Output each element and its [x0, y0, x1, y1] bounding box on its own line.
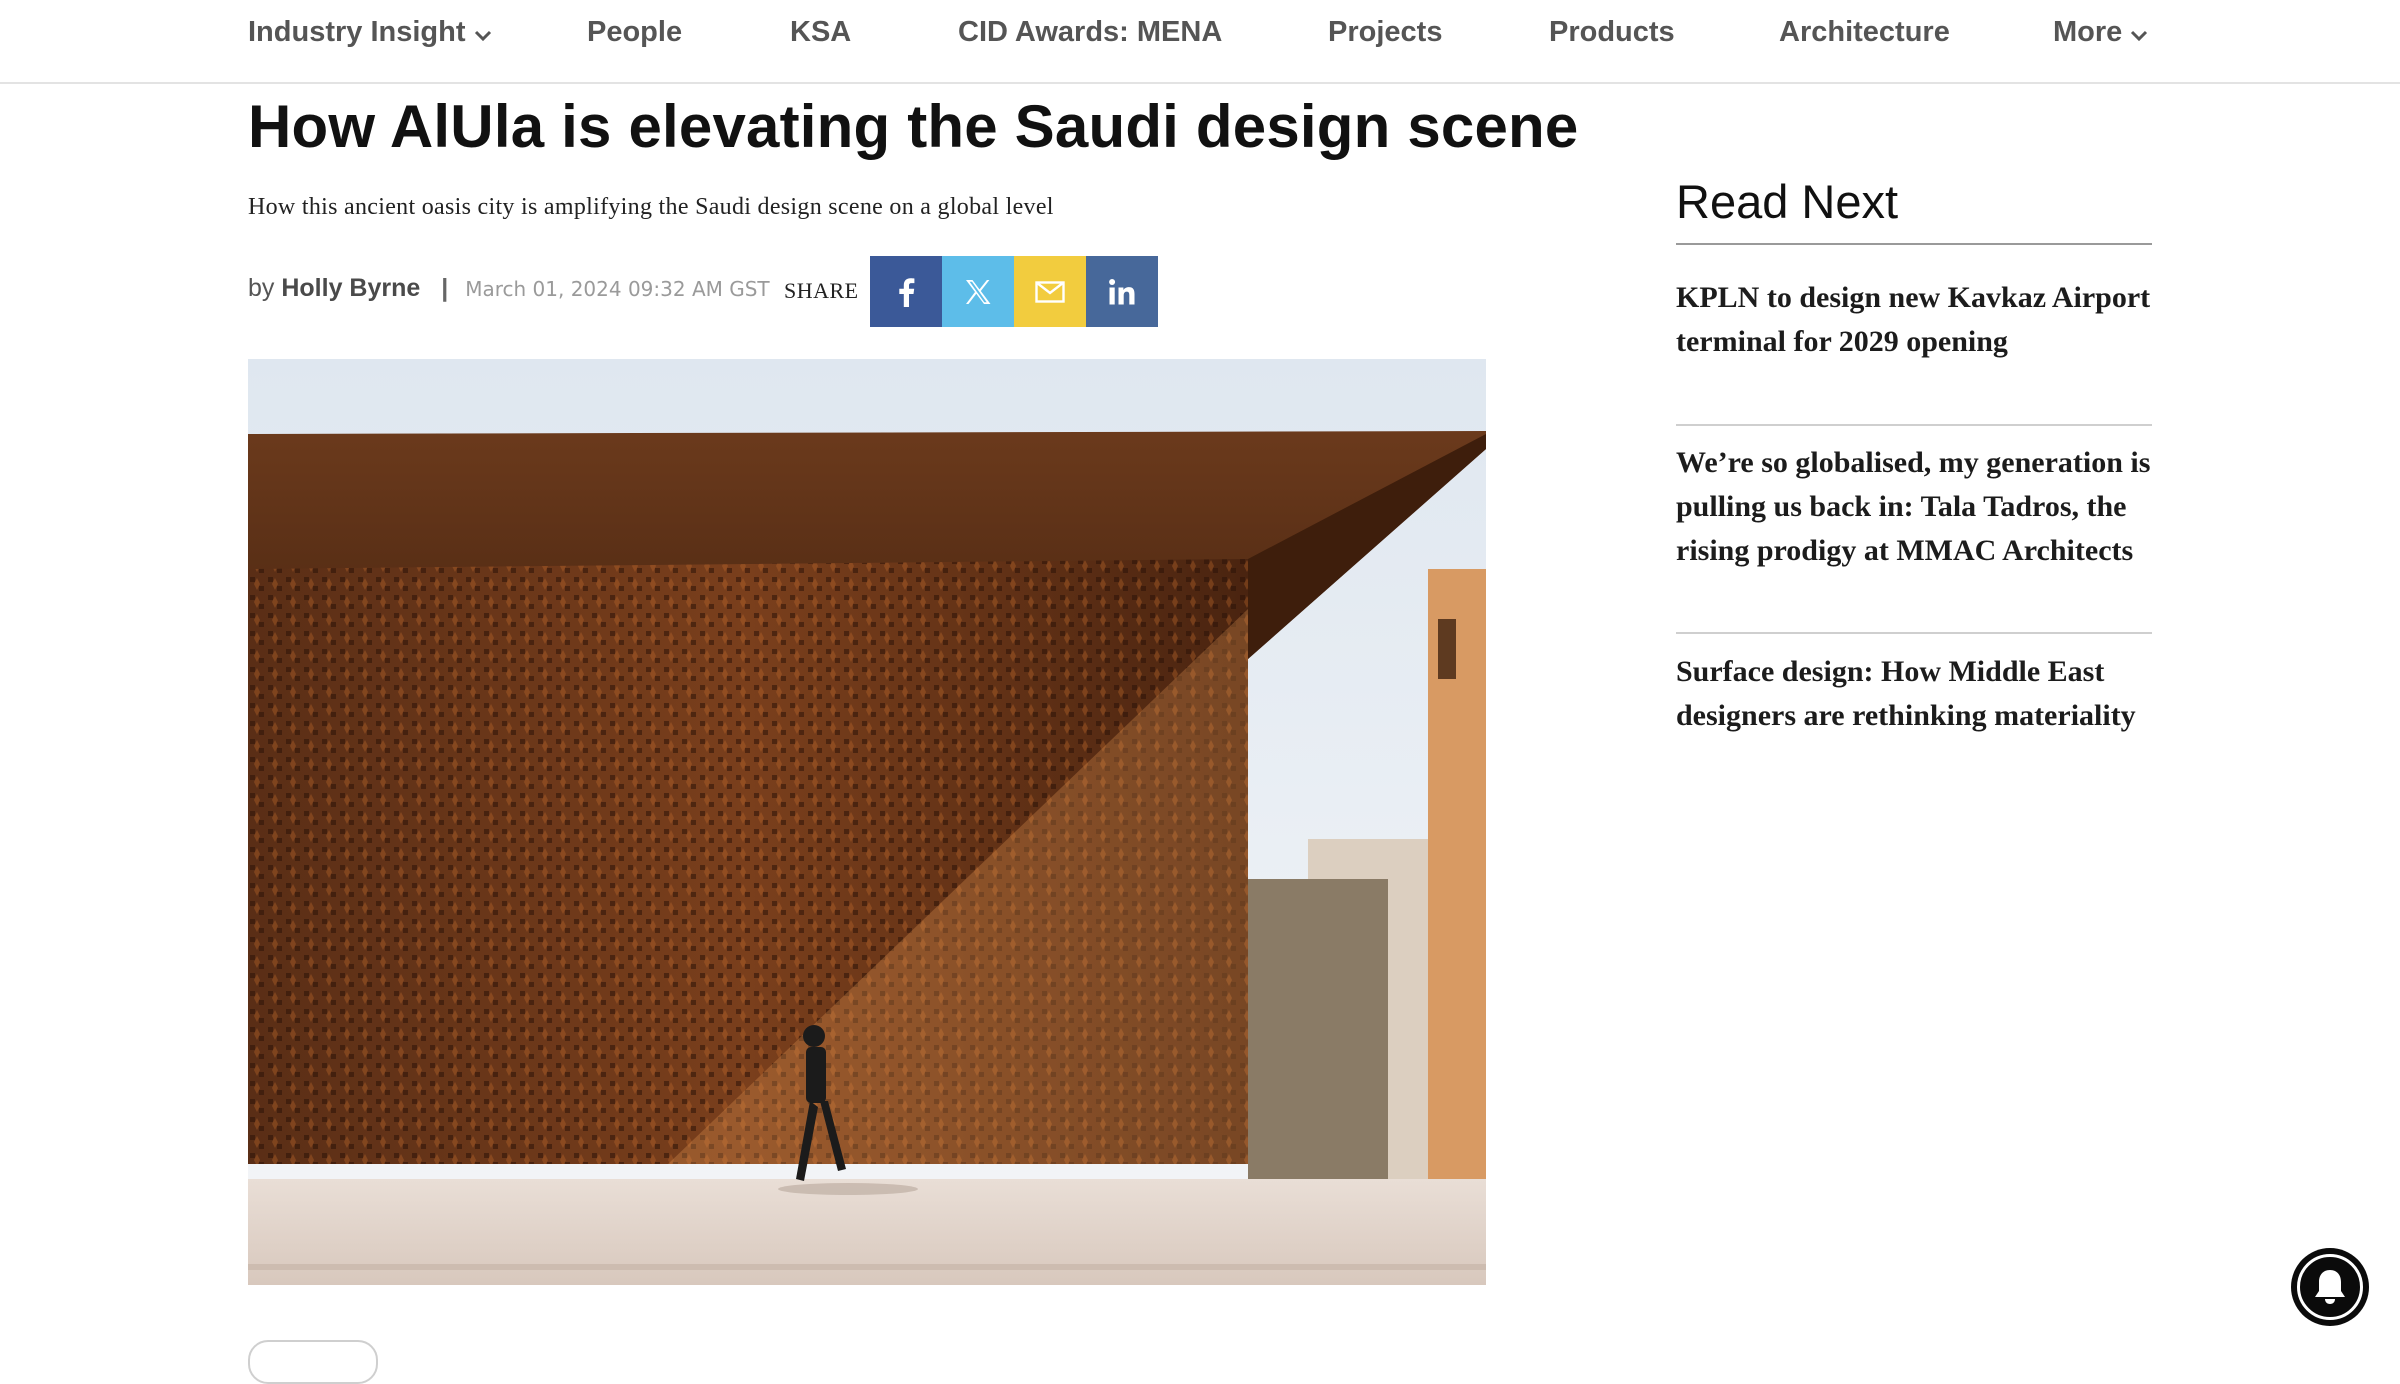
email-icon	[1035, 281, 1065, 303]
nav-item-products[interactable]	[1549, 16, 1675, 49]
nav-item-label: CID Awards: MENA	[958, 16, 1223, 48]
share-label: SHARE	[784, 278, 859, 303]
nav-item-label: Products	[1549, 16, 1675, 48]
read-next-item-divider	[1676, 424, 2152, 426]
byline-prefix: by	[248, 274, 275, 302]
facebook-share-button[interactable]	[870, 256, 942, 327]
nav-item-more[interactable]	[2053, 16, 2148, 50]
linkedin-share-button[interactable]	[1086, 256, 1158, 327]
read-next-title: Read Next	[1676, 175, 1899, 228]
tag-pill[interactable]	[248, 1340, 378, 1384]
nav-item-architecture[interactable]	[1779, 16, 1950, 49]
article-headline: How AlUla is elevating the Saudi design scene	[248, 93, 1579, 160]
nav-item-label: People	[587, 16, 683, 48]
byline-separator: |	[441, 274, 449, 302]
nav-item-people[interactable]	[587, 16, 682, 49]
nav-item-label: More	[2053, 16, 2123, 48]
read-next-item-divider	[1676, 632, 2152, 634]
article-subheadline: How this ancient oasis city is amplifying the Saudi design scene on a global level	[248, 194, 1054, 220]
nav-item-industry-insight[interactable]	[248, 16, 492, 50]
nav-item-label: Industry Insight	[248, 16, 466, 48]
nav-item-label: KSA	[790, 16, 852, 48]
nav-item-cid-awards-mena[interactable]	[958, 16, 1222, 49]
x-share-button[interactable]	[942, 256, 1014, 327]
byline	[248, 274, 770, 303]
chevron-down-icon	[474, 17, 492, 50]
nav-item-label: Architecture	[1779, 16, 1950, 48]
linkedin-icon	[1108, 278, 1136, 306]
notification-bell-button[interactable]	[2291, 1248, 2369, 1326]
read-next-divider	[1676, 243, 2152, 245]
read-next-item[interactable]: We’re so globalised, my generation is pulling us back in: Tala Tadros, the rising prodigy at MMAC Architects	[1676, 446, 2151, 567]
nav-item-ksa[interactable]	[790, 16, 851, 49]
facebook-icon	[896, 277, 916, 307]
nav-item-projects[interactable]	[1328, 16, 1442, 49]
author-link[interactable]: Holly Byrne	[281, 274, 421, 302]
bell-icon	[2297, 1254, 2363, 1320]
read-next-item[interactable]: KPLN to design new Kavkaz Airport terminal for 2029 opening	[1676, 281, 2151, 358]
publish-date: March 01, 2024 09:32 AM GST	[465, 277, 770, 301]
top-navigation	[0, 0, 2400, 84]
nav-item-label: Projects	[1328, 16, 1443, 48]
email-share-button[interactable]	[1014, 256, 1086, 327]
article-hero-image	[248, 359, 1486, 1285]
x-icon	[964, 279, 992, 305]
read-next-item[interactable]: Surface design: How Middle East designers are rethinking materiality	[1676, 655, 2136, 732]
chevron-down-icon	[2130, 17, 2148, 50]
